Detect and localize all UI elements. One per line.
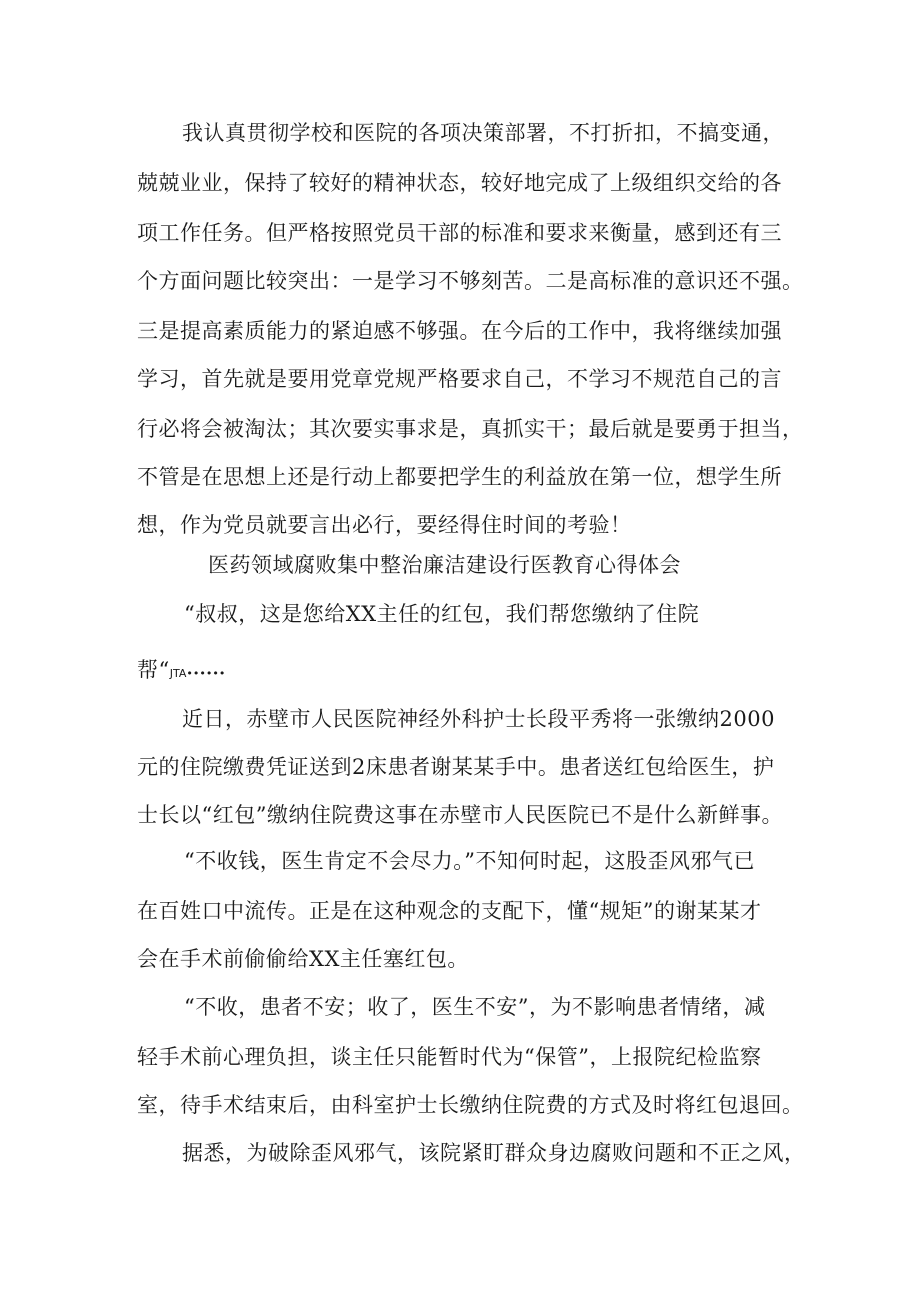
paragraph-line: 项工作任务。但严格按照党员干部的标准和要求来衡量，感到还有三 xyxy=(137,221,782,245)
paragraph-line: “不收，患者不安；收了，医生不安”，为不影响患者情绪，减 xyxy=(184,995,766,1019)
paragraph-line: 会在手术前偷偷给XX主任塞红包。 xyxy=(137,947,469,971)
paragraph-line: 近日，赤壁市人民医院神经外科护士长段平秀将一张缴纳2000 xyxy=(182,707,775,731)
paragraph-line: 三是提高素质能力的紧迫感不够强。在今后的工作中，我将继续加强 xyxy=(137,319,782,343)
paragraph-line: 士长以“红包”缴纳住院费这事在赤壁市人民医院已不是什么新鲜事。 xyxy=(137,803,783,827)
quote-line: “叔叔，这是您给XX主任的红包，我们帮您缴纳了住院 xyxy=(184,602,700,626)
quote-continuation-text: 帮“ xyxy=(137,658,170,682)
paragraph-line: “不收钱，医生肯定不会尽力。”不知何时起，这股歪风邪气已 xyxy=(184,849,755,873)
paragraph-line: 轻手术前心理负担，谈主任只能暂时代为“保管”，上报院纪检监察 xyxy=(137,1045,762,1069)
paragraph-line: 想，作为党员就要言出必行，要经得住时间的考验！ xyxy=(137,513,632,537)
paragraph-line: 不管是在思想上还是行动上都要把学生的利益放在第一位，想学生所 xyxy=(137,465,782,489)
paragraph-line: 学习，首先就是要用党章党规严格要求自己，不学习不规范自己的言 xyxy=(137,367,782,391)
paragraph-line: 行必将会被淘汰；其次要实事求是，真抓实干；最后就是要勇于担当， xyxy=(137,417,804,441)
paragraph-line: 元的住院缴费凭证送到2床患者谢某某手中。患者送红包给医生，护 xyxy=(137,755,775,779)
paragraph-line: 兢兢业业，保持了较好的精神状态，较好地完成了上级组织交给的各 xyxy=(137,171,782,195)
paragraph-line: 个方面问题比较突出：一是学习不够刻苦。二是高标准的意识还不强。 xyxy=(137,269,804,293)
paragraph-line: 我认真贯彻学校和医院的各项决策部署，不打折扣，不搞变通， xyxy=(182,121,784,145)
garbled-fragment: JTA•••••• xyxy=(169,667,226,680)
paragraph-line: 室，待手术结束后，由科室护士长缴纳住院费的方式及时将红包退回。 xyxy=(137,1093,804,1117)
paragraph-line: 在百姓口中流传。正是在这种观念的支配下，懂“规矩”的谢某某才 xyxy=(137,899,762,923)
quote-continuation xyxy=(137,655,225,689)
section-title: 医药领域腐败集中整治廉洁建设行医教育心得体会 xyxy=(208,553,681,577)
paragraph-line: 据悉，为破除歪风邪气，该院紧盯群众身边腐败问题和不正之风， xyxy=(182,1141,806,1165)
